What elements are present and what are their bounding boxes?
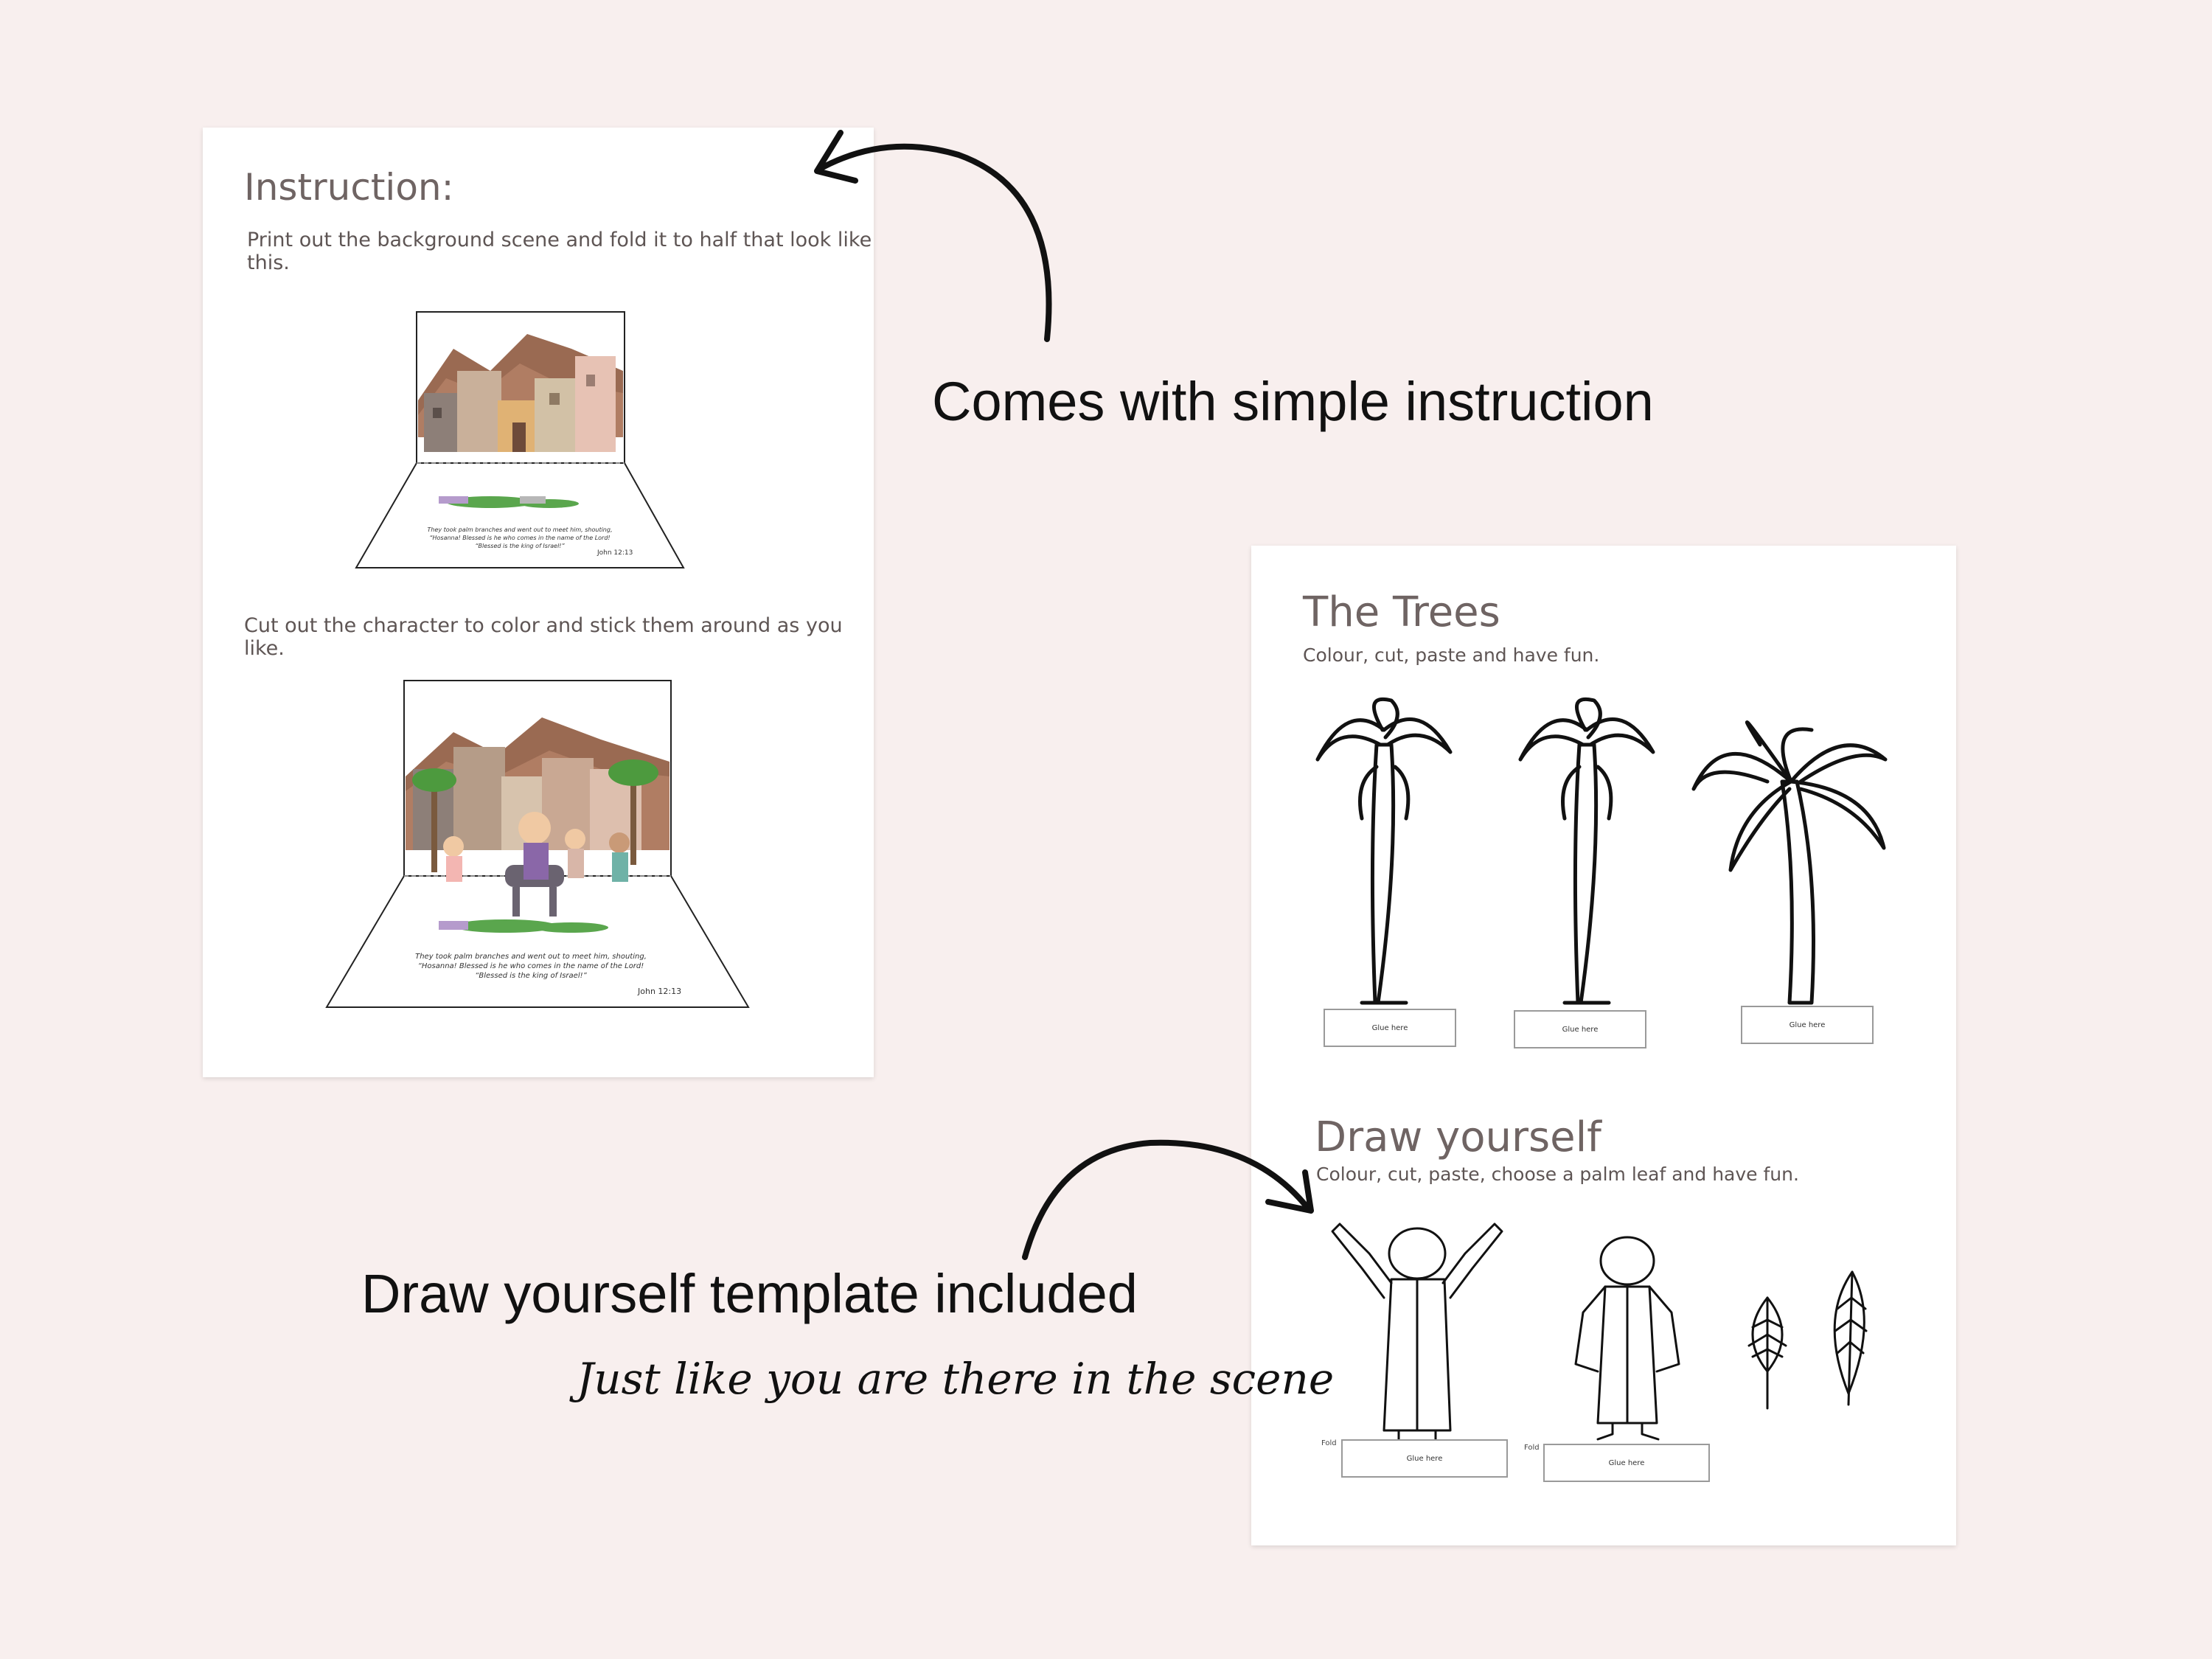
verse-text-1: They took palm branches and went out to meet him, shouting, “Hosanna! Blessed is he who comes in the name of the Lord! “Blessed is the king of Israel!” [427,526,613,549]
instruction-step-1: Print out the background scene and fold it to half that look like this. [247,229,872,274]
draw-yourself-title: Draw yourself [1315,1113,1601,1161]
glue-here-figure-2: Glue here [1543,1444,1710,1482]
verse-text-2: They took palm branches and went out to meet him, shouting, “Hosanna! Blessed is he who comes in the name of the Lord! “Blessed is the king of Israel!” [415,953,647,980]
caption-instruction: Comes with simple instruction [932,371,1654,432]
caption-script: Just like you are there in the scene [577,1354,1335,1404]
glue-here-tree-1: Glue here [1324,1009,1456,1047]
verse-reference-2: John 12:13 [638,987,682,996]
draw-yourself-subtitle: Colour, cut, paste, choose a palm leaf and have fun. [1316,1164,1799,1185]
instruction-step-2: Cut out the character to color and stick them around as you like. [244,614,843,660]
fold-label-1: Fold [1321,1439,1337,1447]
fold-label-2: Fold [1524,1444,1540,1452]
instruction-title: Instruction: [244,166,454,209]
trees-title: The Trees [1303,588,1500,636]
glue-here-figure-1: Glue here [1341,1439,1508,1478]
glue-here-tree-2: Glue here [1514,1010,1646,1048]
glue-here-tree-3: Glue here [1741,1006,1874,1044]
caption-draw-yourself: Draw yourself template included [361,1263,1138,1324]
verse-reference-1: John 12:13 [597,549,633,557]
trees-subtitle: Colour, cut, paste and have fun. [1303,644,1600,666]
